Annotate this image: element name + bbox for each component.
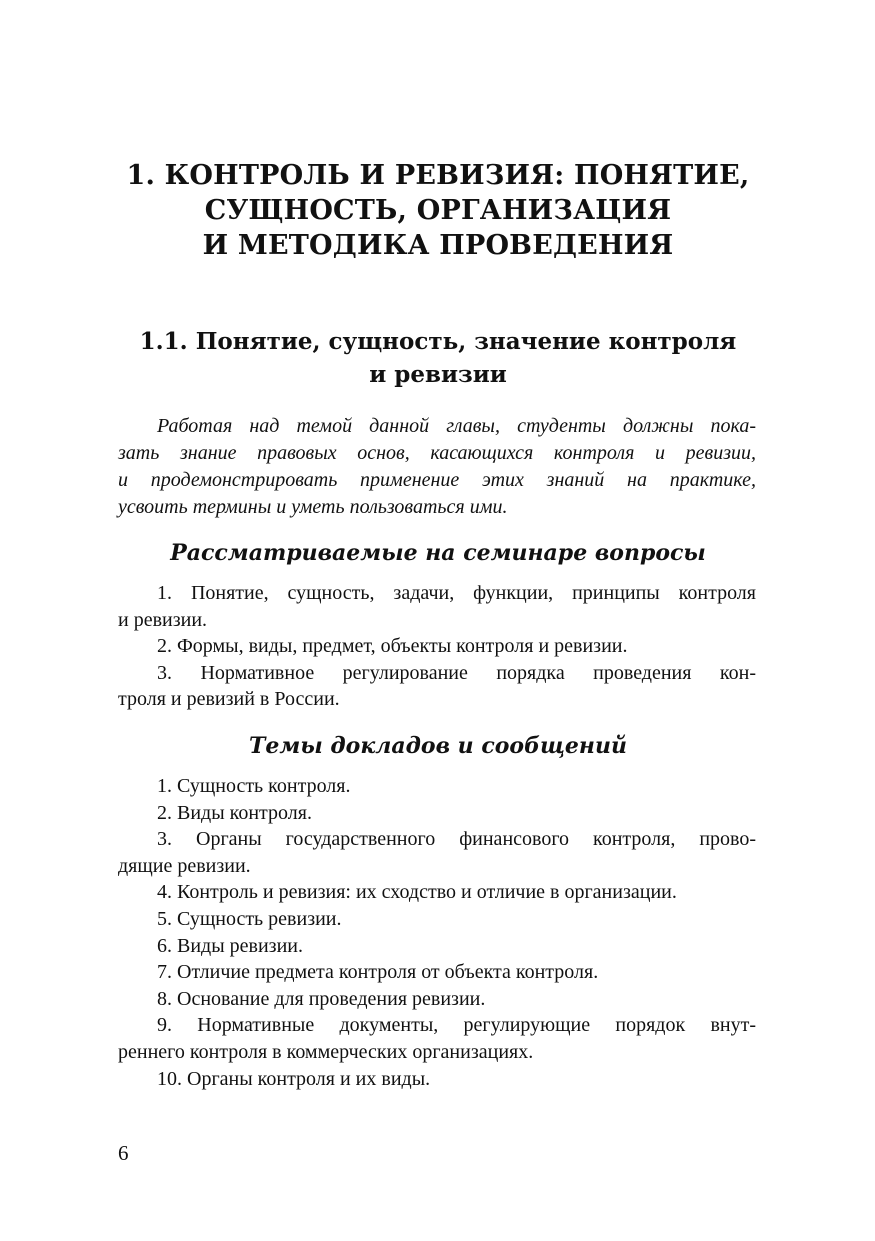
page-number: 6 xyxy=(118,1141,129,1165)
list-item-continuation: реннего контроля в коммерческих организациях. xyxy=(118,1040,534,1063)
section-title-line: и ревизии xyxy=(369,361,507,388)
list-item: 2. Формы, виды, предмет, объекты контроля и ревизии. xyxy=(157,635,628,658)
intro-line: зать знание правовых основ, касающихся контроля и ревизии, xyxy=(118,442,756,464)
list-item: 5. Сущность ревизии. xyxy=(157,907,342,930)
seminar-questions-list xyxy=(118,580,756,713)
list-item: 3. Органы государственного финансового контроля, прово- xyxy=(157,828,756,851)
list-item-continuation: троля и ревизий в России. xyxy=(118,688,340,711)
report-topics-heading: Темы докладов и сообщений xyxy=(249,733,627,759)
intro-line: усвоить термины и уметь пользоваться ими. xyxy=(118,496,508,518)
intro-line: Работая над темой данной главы, студенты должны пока- xyxy=(157,415,756,437)
chapter-title-line: СУЩНОСТЬ, ОРГАНИЗАЦИЯ xyxy=(204,195,672,226)
chapter-title-line: 1. КОНТРОЛЬ И РЕВИЗИЯ: ПОНЯТИЕ, xyxy=(126,160,750,191)
chapter-title xyxy=(118,158,758,263)
list-item: 9. Нормативные документы, регулирующие порядок внут- xyxy=(157,1014,756,1037)
report-topics-list xyxy=(118,773,756,1092)
list-item-continuation: и ревизии. xyxy=(118,608,208,631)
section-title-line: 1.1. Понятие, сущность, значение контроля xyxy=(139,328,737,355)
list-item: 4. Контроль и ревизия: их сходство и отличие в организации. xyxy=(157,881,677,904)
list-item: 6. Виды ревизии. xyxy=(157,934,303,957)
intro-paragraph xyxy=(118,413,756,521)
list-item: 8. Основание для проведения ревизии. xyxy=(157,987,486,1010)
list-item: 1. Понятие, сущность, задачи, функции, принципы контроля xyxy=(157,582,756,604)
list-item: 1. Сущность контроля. xyxy=(157,775,351,797)
list-item-continuation: дящие ревизии. xyxy=(118,854,251,877)
list-item: 3. Нормативное регулирование порядка проведения кон- xyxy=(157,661,756,684)
list-item: 2. Виды контроля. xyxy=(157,801,312,824)
section-title xyxy=(118,325,758,391)
list-item: 7. Отличие предмета контроля от объекта контроля. xyxy=(157,961,599,984)
list-item: 10. Органы контроля и их виды. xyxy=(157,1067,431,1090)
intro-line: и продемонстрировать применение этих знаний на практике, xyxy=(118,469,756,491)
seminar-questions-heading: Рассматриваемые на семинаре вопросы xyxy=(170,540,706,566)
chapter-title-line: И МЕТОДИКА ПРОВЕДЕНИЯ xyxy=(202,230,674,261)
